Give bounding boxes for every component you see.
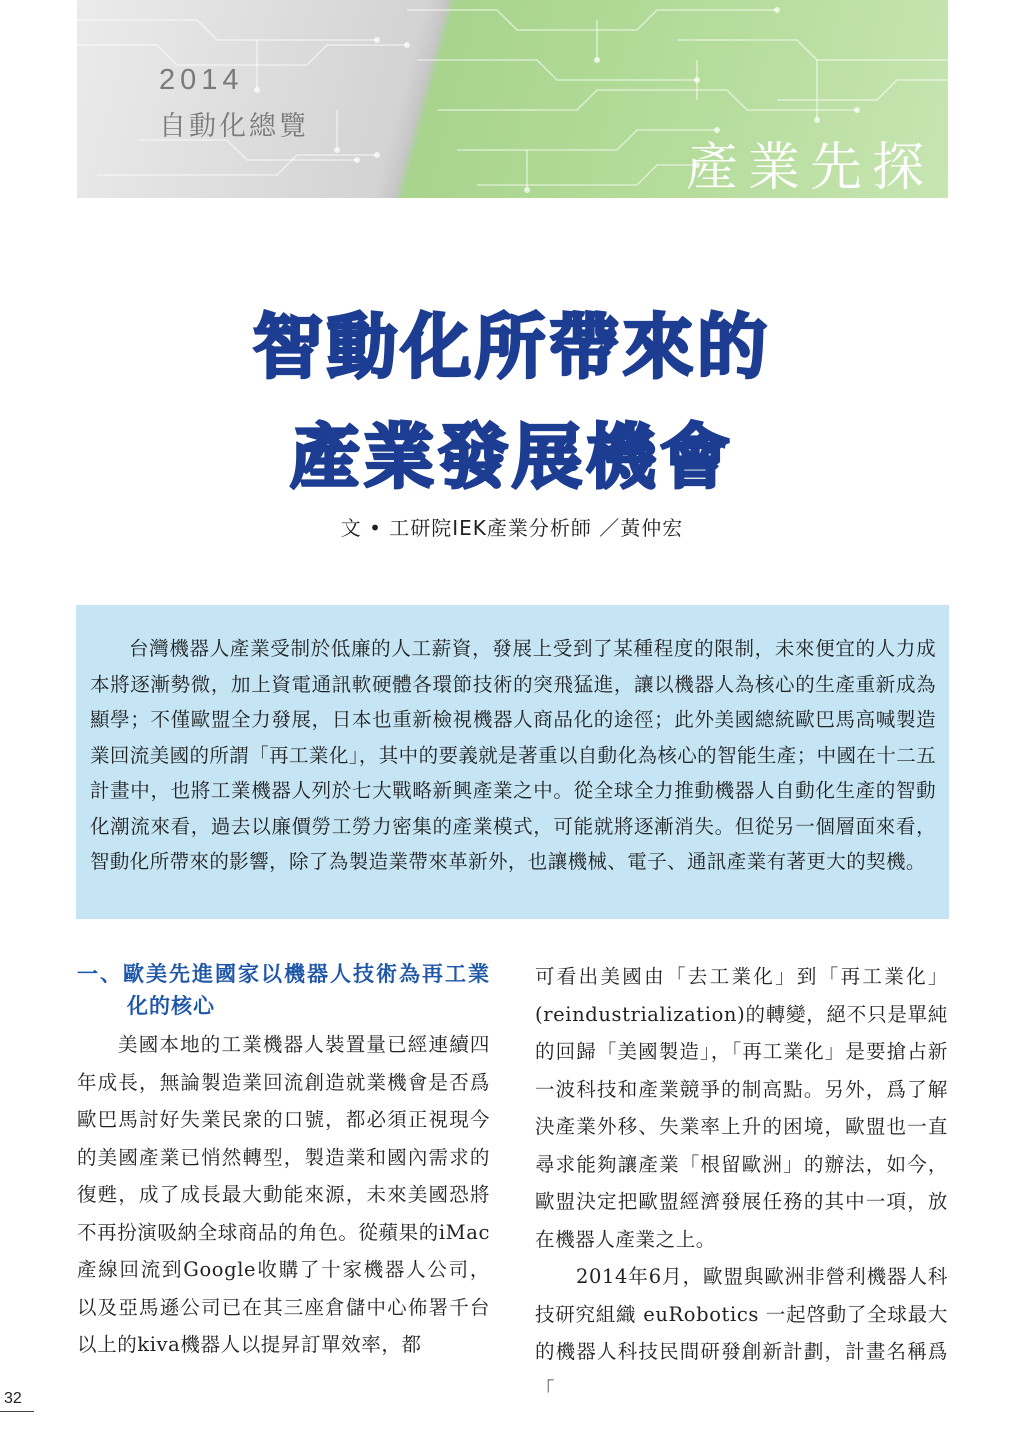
page-number-rule xyxy=(0,1411,34,1412)
body-paragraph: 美國本地的工業機器人裝置量已經連續四年成長，無論製造業回流創造就業機會是否爲歐巴馬討好失業民衆的口號，都必須正視現今的美國產業已悄然轉型，製造業和國內需求的復甦，成了成長最大動能來源，未來美國恐將不再扮演吸納全球商品的角色。從蘋果的iMac產線回流到Google收購了十家機器人公司，以及亞馬遜公司已在其三座倉儲中心佈署千台以上的kiva機器人以提昇訂單效率，都 xyxy=(77,1033,490,1356)
article-title-line2: 產業發展機會 xyxy=(290,416,734,498)
article-title-line1: 智動化所帶來的 xyxy=(253,306,771,388)
abstract-text: 台灣機器人產業受制於低廉的人工薪資，發展上受到了某種程度的限制，未來便宜的人力成本將逐漸勢微，加上資電通訊軟硬體各環節技術的突飛猛進，讓以機器人為核心的生產重新成為顯學；不僅歐盟全力發展，日本也重新檢視機器人商品化的途徑；此外美國總統歐巴馬高喊製造業回流美國的所謂「再工業化」，其中的要義就是著重以自動化為核心的智能生產；中國在十二五計畫中，也將工業機器人列於七大戰略新興產業之中。從全球全力推動機器人自動化生產的智動化潮流來看，過去以廉價勞工勞力密集的產業模式，可能就將逐漸消失。但從另一個層面來看，智動化所帶來的影響，除了為製造業帶來革新外，也讓機械、電子、通訊產業有著更大的契機。 xyxy=(90,637,936,873)
section-label: 產業先探 xyxy=(685,138,934,198)
right-column xyxy=(535,958,948,1408)
section-heading: 一、歐美先進國家以機器人技術為再工業化的核心 xyxy=(77,962,490,1018)
publication-name: 自動化總覽 xyxy=(159,111,309,142)
body-paragraph: 2014年6月，歐盟與歐洲非營利機器人科技研究組織 euRobotics 一起啓動了全球最大的機器人科技民間研發創新計劃，計畫名稱爲「 xyxy=(535,1265,948,1401)
left-column xyxy=(77,958,490,1364)
issue-year: 2014 xyxy=(159,64,244,96)
body-paragraph-continued: 可看出美國由「去工業化」到「再工業化」(reindustrialization)的轉變，絕不只是單純的回歸「美國製造」，「再工業化」是要搶占新一波科技和產業競爭的制高點。另外，爲了解決產業外移、失業率上升的困境，歐盟也一直尋求能夠讓產業「根留歐洲」的辦法，如今，歐盟決定把歐盟經濟發展任務的其中一項，放在機器人產業之上。 xyxy=(535,965,948,1251)
author-byline: 文 • 工研院IEK產業分析師 ／黃仲宏 xyxy=(340,516,684,540)
header-banner xyxy=(77,0,948,198)
page-number: 32 xyxy=(4,1390,22,1407)
abstract-box xyxy=(76,605,949,919)
